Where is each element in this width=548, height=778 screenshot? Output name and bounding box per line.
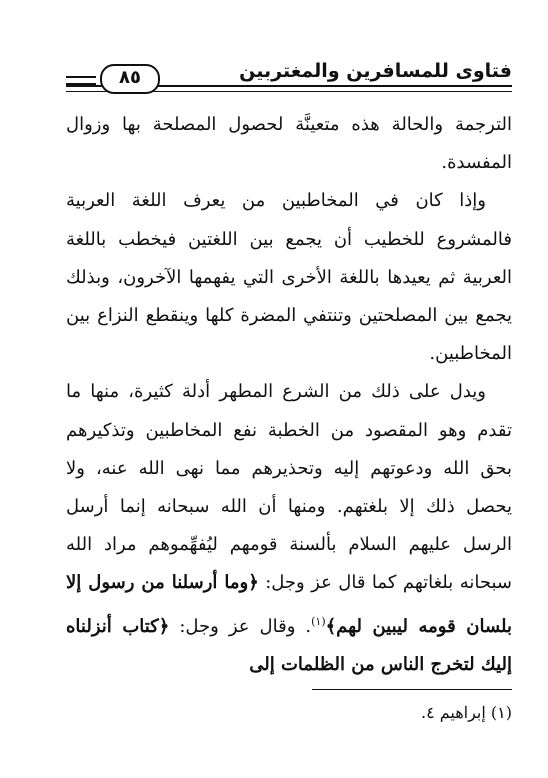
footnote-ref: (١) [311, 614, 326, 628]
paragraph-1-text: الترجمة والحالة هذه متعينَّة لحصول المصلحة بها وزوال المفسدة. [66, 114, 512, 174]
paragraph-3 [66, 373, 512, 684]
footnote-separator [312, 689, 512, 690]
paragraph-2 [66, 182, 512, 373]
quran-quote-2: ﴿كتاب أنزلناه إليك لتخرج الناس من الظلمات إلى [66, 615, 512, 675]
page-number: ٨٥ [100, 64, 160, 94]
body-text [66, 106, 512, 684]
quran-quote-1: ﴿وما أرسلنا من رسول إلا بلسان قومه ليبين لهم﴾ [66, 572, 512, 637]
paragraph-3-text: ويدل على ذلك من الشرع المطهر أدلة كثيرة، منها ما تقدم وهو المقصود من الخطبة نفع المخاطبين وتذكيرهم بحق الله ودعوتهم إليه وتحذيرهم مما نهى الله عنه، ولا يحصل ذلك إلا بلغتهم. ومنها أن الله سبحانه إنما أرسل الرسل عليهم السلام بألسنة قومهم ليُفهِّموهم مراد الله سبحانه بلغاتهم كما قال عز وجل: [66, 381, 512, 594]
header-ornament [66, 76, 96, 85]
paragraph-1 [66, 106, 512, 182]
running-header [66, 58, 512, 92]
footnote: (١) إبراهيم ٤. [420, 703, 512, 722]
paragraph-3-continued: . وقال عز وجل: [169, 615, 312, 637]
header-title: فتاوى للمسافرين والمغتربين [239, 60, 512, 82]
paragraph-2-text: وإذا كان في المخاطبين من يعرف اللغة العربية فالمشروع للخطيب أن يجمع بين اللغتين فيخطب باللغة العربية ثم يعيدها باللغة الأخرى التي يفهمها الآخرون، وبذلك يجمع بين المصلحتين وتنتفي المضرة كلها وينقطع النزاع بين المخاطبين. [66, 190, 512, 365]
